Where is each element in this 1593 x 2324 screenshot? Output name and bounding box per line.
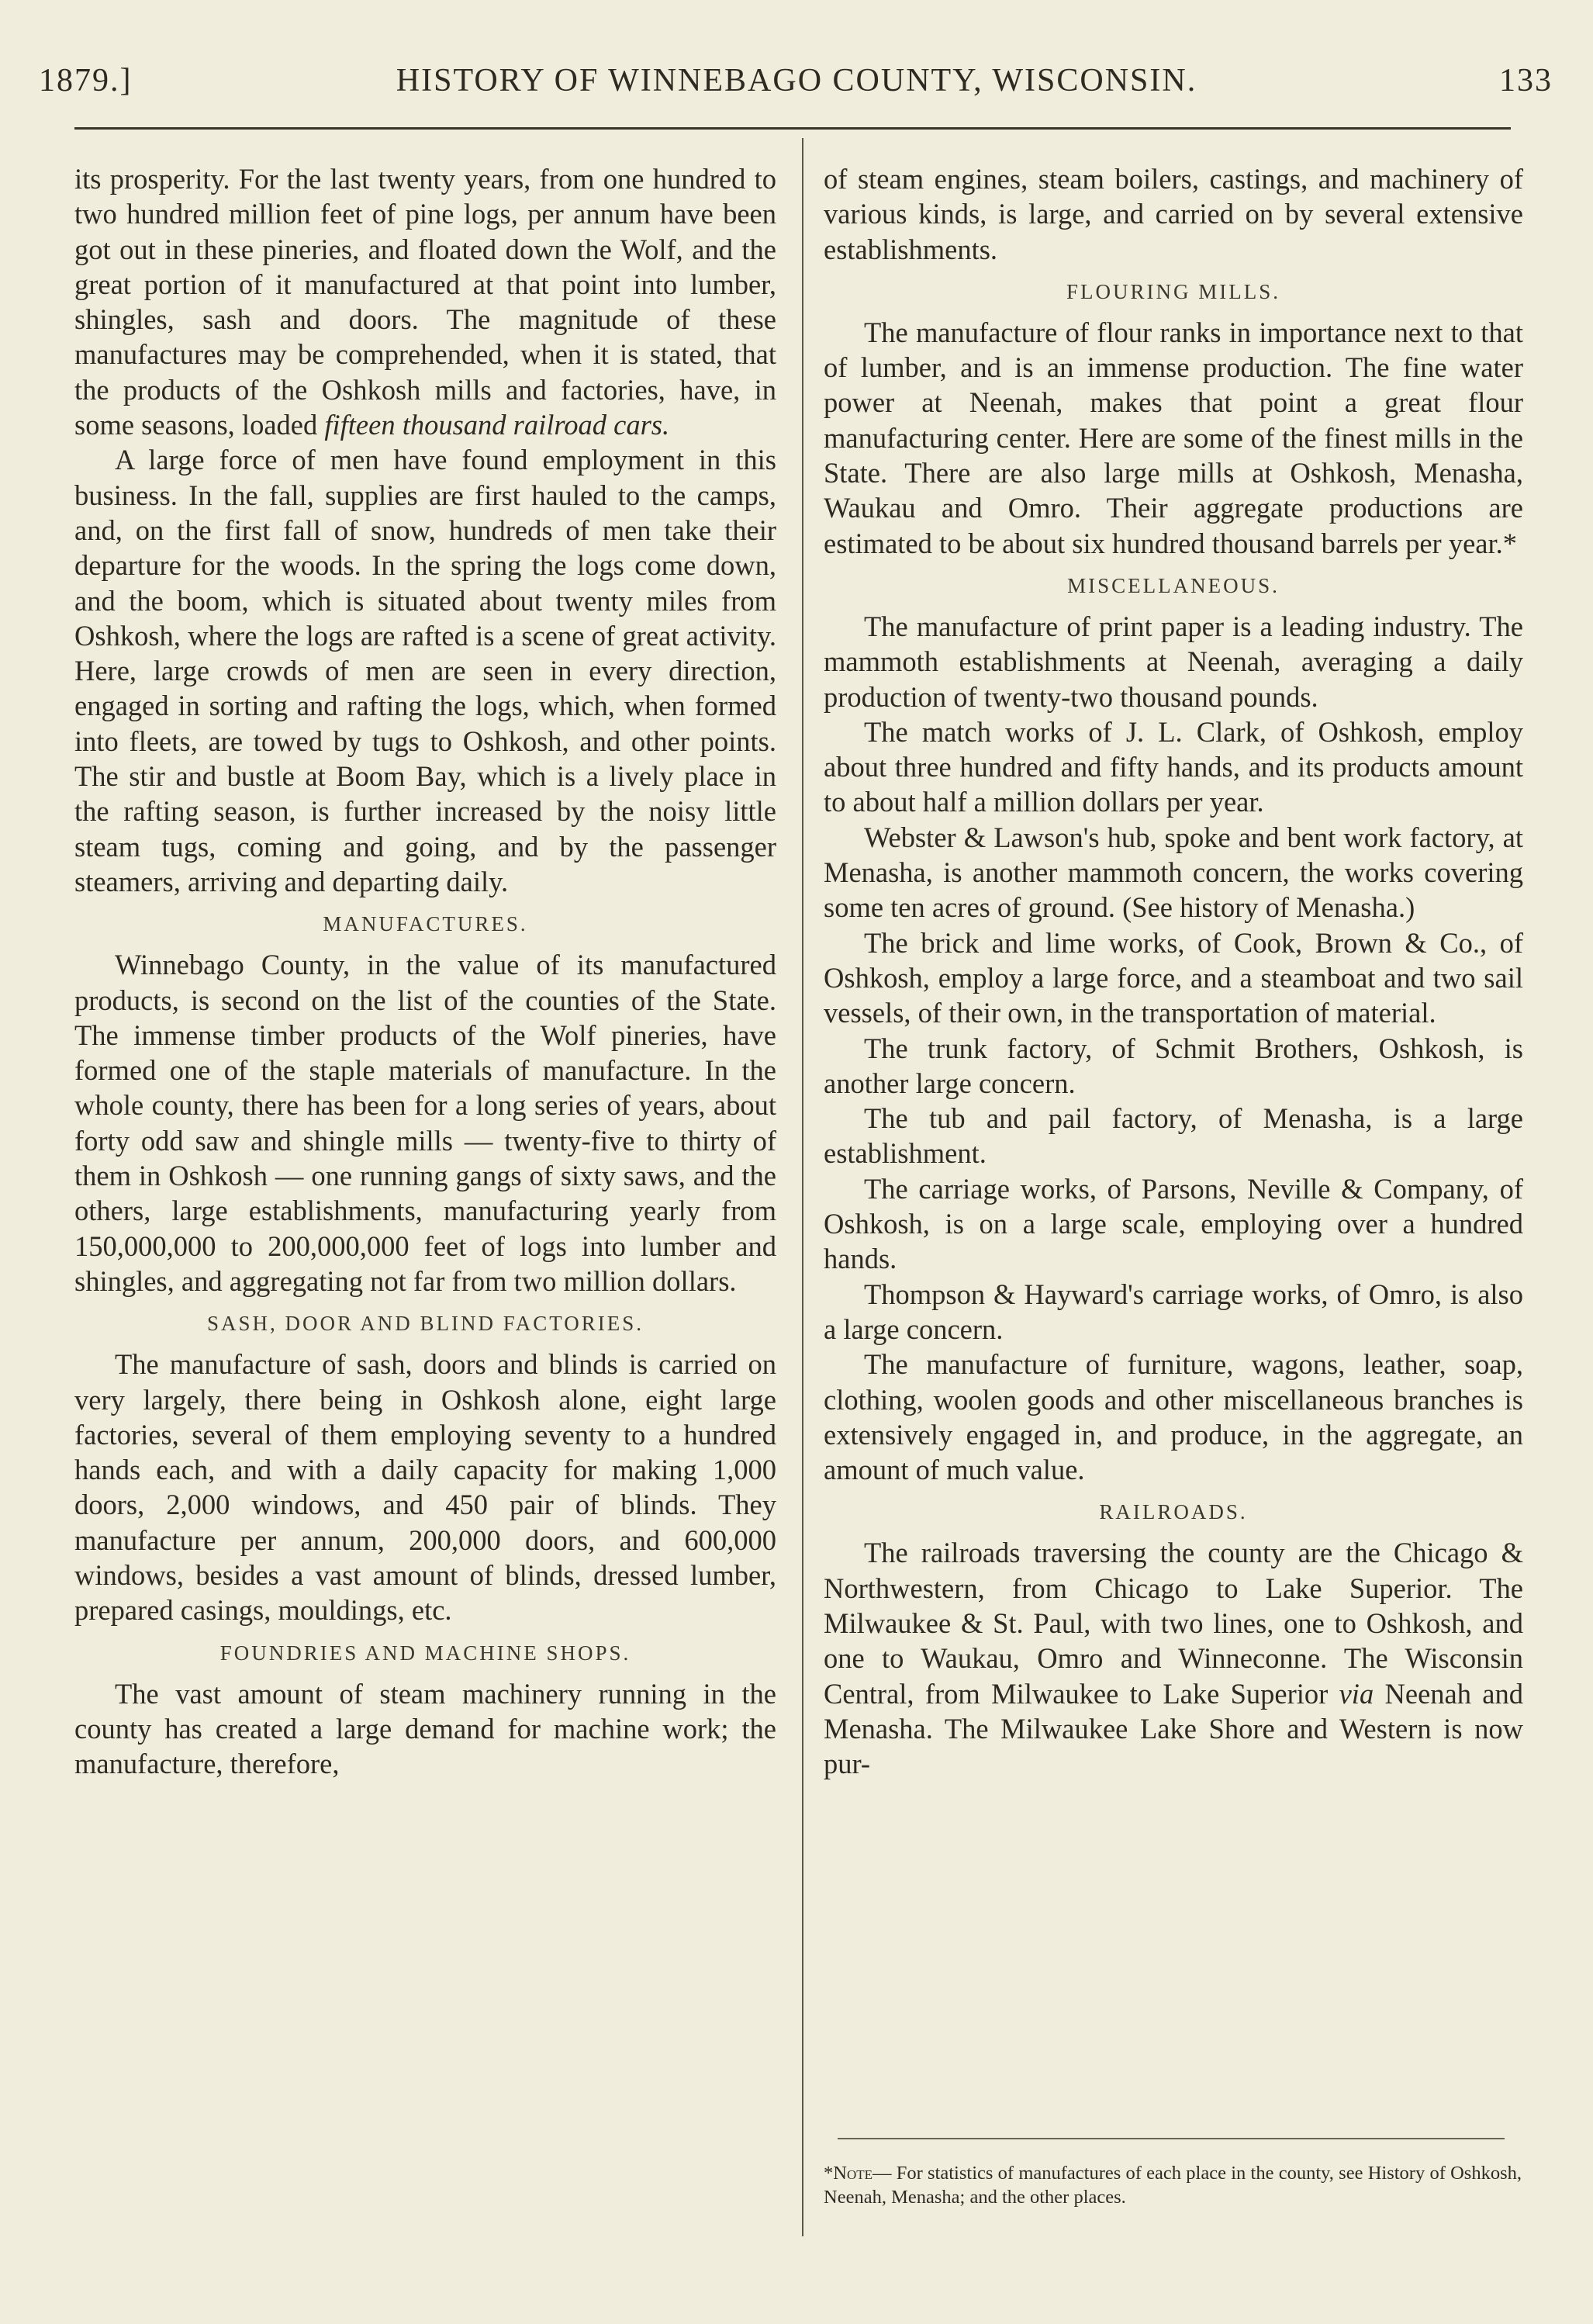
paragraph-sash: The manufacture of sash, doors and blinds is carried on very largely, there being in Oshkosh alone, eight large factories, several of them employing seventy to a hundred hands each, and with a daily capacity for making 1,000 doors, 2,000 windows, and 450 pair of blinds. They manufacture per annum, 200,000 doors, and 600,000 windows, besides a vast amount of blinds, dressed lumber, prepared casings, mouldings, etc. [74, 1348, 776, 1627]
running-header [0, 56, 1593, 110]
paragraph-manufactures: Winnebago County, in the value of its manufactured products, is second on the list of the counties of the State. The immense timber products of the Wolf pineries, have formed one of the staple materials of manufacture. In the whole county, there has been for a long series of years, about forty odd saw and shingle mills — twenty-five to thirty of them in Oshkosh — one running gangs of sixty saws, and the others, large establishments, manufacturing yearly from 150,000,000 to 200,000,000 feet of logs into lumber and shingles, and aggregating not far from two million dollars. [74, 949, 776, 1297]
heading-foundries: FOUNDRIES AND MACHINE SHOPS. [219, 1641, 631, 1665]
header-rule [74, 127, 1511, 130]
paragraph-prosperity: its prosperity. For the last twenty years, from one hundred to two hundred million feet of pine logs, per annum have been got out in these pineries, and floated down the Wolf, and the great portion of it manufactured at that point into lumber, shingles, sash and doors. The magnitude of these manufactures may be comprehended, when it is stated, that the products of the Oshkosh mills and factories, have, in some seasons, loaded fifteen thousand railroad cars. [74, 163, 776, 441]
header-year: 1879.] [39, 63, 133, 99]
italic-via: via [1339, 1677, 1374, 1710]
paragraph-steam-engines: of steam engines, steam boilers, castings, and machinery of various kinds, is large, and carried on by several extensive establishments. [824, 163, 1523, 265]
heading-railroads: RAILROADS. [1099, 1500, 1248, 1524]
paragraph-tub-pail: The tub and pail factory, of Menasha, is a large establishment. [824, 1102, 1523, 1170]
paragraph-foundries: The vast amount of steam machinery running in the county has created a large demand for machine work; the manufacture, therefore, [74, 1677, 776, 1780]
heading-sash-door-blind: SASH, DOOR AND BLIND FACTORIES. [206, 1312, 644, 1336]
heading-miscellaneous: MISCELLANEOUS. [1067, 573, 1280, 597]
paragraph-brick-lime: The brick and lime works, of Cook, Brown & Co., of Oshkosh, employ a large force, and a steamboat and two sail vessels, of their own, in the transportation of material. [824, 926, 1523, 1029]
page-number: 133 [1499, 63, 1553, 99]
paragraph-match-works: The match works of J. L. Clark, of Oshkosh, employ about three hundred and fifty hands, and its products amount to about half a million dollars per year. [824, 715, 1523, 818]
italic-phrase: fifteen thousand railroad cars. [324, 409, 670, 441]
paragraph-hub-factory: Webster & Lawson's hub, spoke and bent work factory, at Menasha, is another mammoth concern, the works covering some ten acres of ground. (See history of Menasha.) [824, 821, 1523, 924]
paragraph-carriage-parsons: The carriage works, of Parsons, Neville & Company, of Oshkosh, is on a large scale, employing over a hundred hands. [824, 1172, 1523, 1275]
paragraph-print-paper: The manufacture of print paper is a leading industry. The mammoth establishments at Neenah, averaging a daily production of twenty-two thousand pounds. [824, 610, 1523, 713]
left-column [74, 161, 776, 1781]
footnote-text: — For statistics of manufactures of each place in the county, see History of Oshkosh, Neenah, Menasha; and the other places. [824, 2163, 1522, 2208]
heading-manufactures: MANUFACTURES. [323, 912, 528, 936]
paragraph-railroads: The railroads traversing the county are the Chicago & Northwestern, from Chicago to Lake Superior. The Milwaukee & St. Paul, with two lines, one to Oshkosh, and one to Waukau, Omro and Winneconne. The Wisconsin Central, from Milwaukee to Lake Superior via Neenah and Menasha. The Milwaukee Lake Shore and Western is now pur- [824, 1537, 1523, 1780]
paragraph-furniture: The manufacture of furniture, wagons, leather, soap, clothing, woolen goods and other miscellaneous branches is extensively engaged in, and produce, in the aggregate, an amount of much value. [824, 1348, 1523, 1486]
footnote-rule [838, 2138, 1505, 2139]
paragraph-employment: A large force of men have found employment in this business. In the fall, supplies are first hauled to the camps, and, on the first fall of snow, hundreds of men take their departure for the woods. In the spring the logs come down, and the boom, which is situated about twenty miles from Oshkosh, where the logs are rafted is a scene of great activity. Here, large crowds of men are seen in every direction, engaged in sorting and rafting the logs, which, when formed into fleets, are towed by tugs to Oshkosh, and other points. The stir and bustle at Boom Bay, which is a lively place in the rafting season, is further increased by the noisy little steam tugs, coming and going, and by the passenger steamers, arriving and departing daily. [74, 444, 776, 897]
paragraph-flour: The manufacture of flour ranks in importance next to that of lumber, and is an immense production. The fine water power at Neenah, makes that point a great flour manufacturing center. Here are some of the finest mills in the State. There are also large mills at Oshkosh, Menasha, Waukau and Omro. Their aggregate productions are estimated to be about six hundred thousand barrels per year.* [824, 316, 1523, 559]
paragraph-trunk-factory: The trunk factory, of Schmit Brothers, Oshkosh, is another large concern. [824, 1032, 1523, 1099]
footnote-label: *Note [824, 2163, 873, 2184]
column-divider [802, 138, 803, 2236]
right-column [824, 161, 1523, 1781]
header-title: HISTORY OF WINNEBAGO COUNTY, WISCONSIN. [396, 63, 1197, 99]
paragraph-carriage-thompson: Thompson & Hayward's carriage works, of Omro, is also a large concern. [824, 1278, 1523, 1345]
heading-flouring-mills: FLOURING MILLS. [1066, 279, 1280, 303]
footnote [824, 2161, 1522, 2209]
